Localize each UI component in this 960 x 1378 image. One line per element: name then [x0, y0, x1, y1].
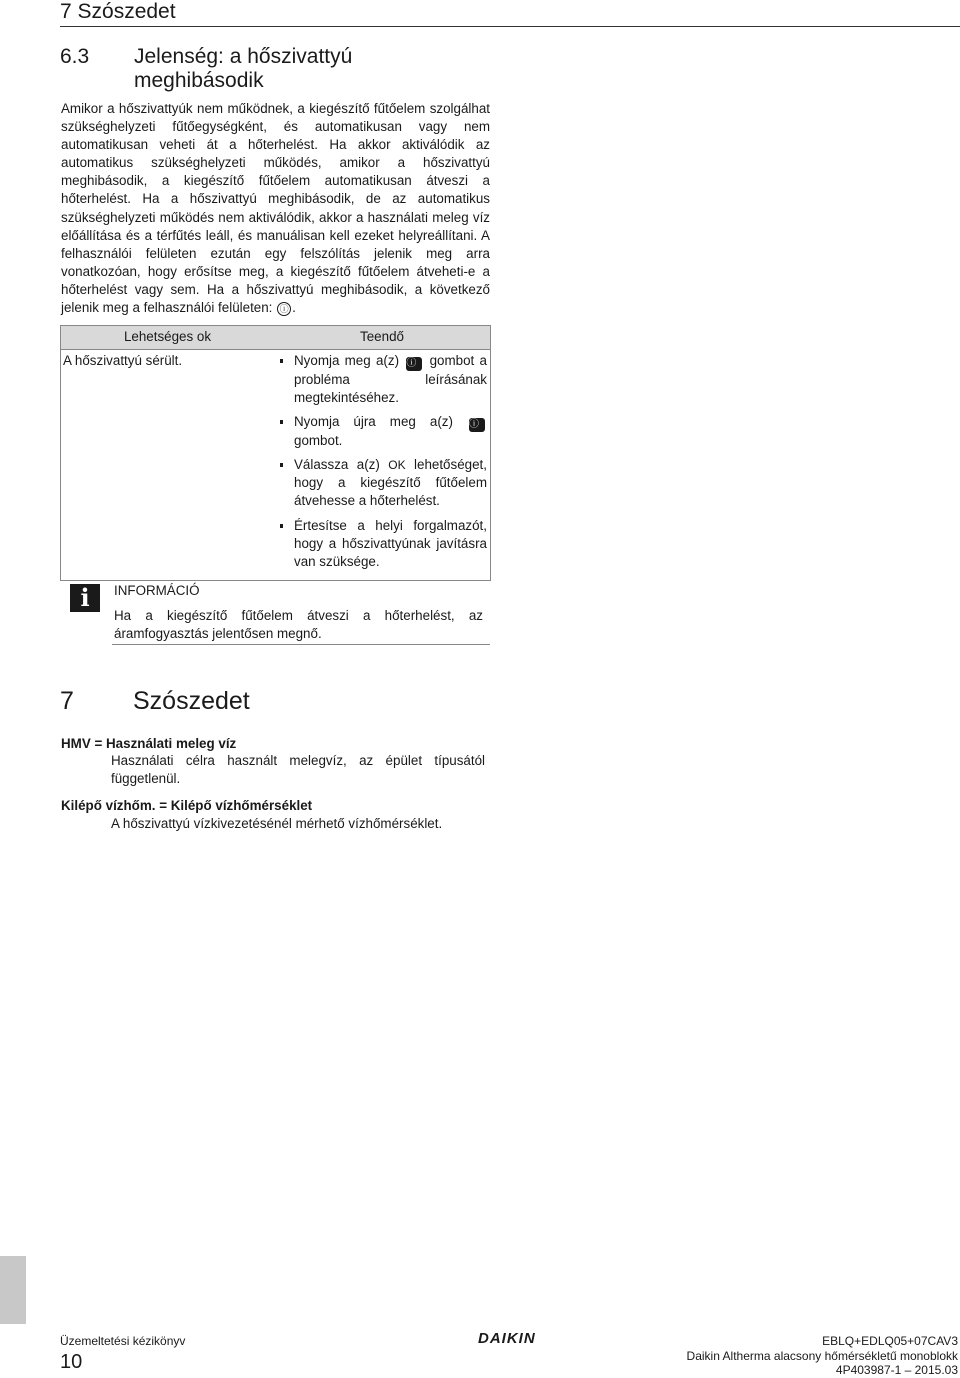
- action-step-2: [276, 413, 487, 450]
- side-tab-marker: [0, 1256, 26, 1324]
- action-steps: [276, 352, 487, 571]
- footer-page-number: 10: [60, 1351, 83, 1373]
- step1-text-a: Nyomja meg a(z): [294, 353, 400, 368]
- action-step-4: Értesítse a helyi forgalmazót, hogy a hőszivattyúnak javításra van szüksége.: [276, 517, 487, 571]
- section-number: 6.3: [60, 45, 90, 68]
- footer-model: EBLQ+EDLQ05+07CAV3: [822, 1334, 958, 1348]
- column-header-action: Teendő: [274, 326, 491, 350]
- glossary-definition-hmv: Használati célra használt melegvíz, az épület típusától függetlenül.: [111, 753, 485, 787]
- intro-text: [61, 100, 490, 317]
- glossary-term-hmv: HMV = Használati meleg víz: [61, 736, 237, 751]
- footer-manual-type: Üzemeltetési kézikönyv: [60, 1334, 186, 1348]
- step3-text-a: Válassza a(z): [294, 457, 380, 473]
- glossary-definition-outlet-temp: A hőszivattyú vízkivezetésénél mérhető vízhőmérséklet.: [111, 816, 443, 831]
- column-header-cause: Lehetséges ok: [61, 326, 275, 350]
- glossary-term-outlet-temp: Kilépő vízhőm. = Kilépő vízhőmérséklet: [61, 798, 313, 813]
- ok-label: OK: [388, 458, 406, 473]
- info-box-rule: [112, 644, 490, 645]
- step1-text-b: gombot a probléma leírásának megtekintéséhez.: [294, 353, 487, 406]
- info-text: Ha a kiegészítő fűtőelem átveszi a hőterhelést, az áramfogyasztás jelentősen megnő.: [114, 608, 483, 642]
- action-cell: [274, 350, 491, 581]
- information-icon: i: [70, 584, 100, 612]
- step2-text-b: gombot.: [294, 433, 343, 449]
- chapter-header-title: 7 Szószedet: [60, 0, 176, 23]
- intro-paragraph: Amikor a hőszivattyúk nem működnek, a kiegészítő fűtőelem szolgálhat szükséghelyzeti fűtőegységként, és automatikusan vagy nem automatikusan veheti át a hőterhelést. Ha akkor aktiválódik az automatikus szükséghelyzeti működés, amikor a hőszivattyú meghibásodik, a kiegészítő fűtőelem automatikusan átveszi a hőterhelést. Ha a hőszivattyú meghibásodik, de az automatikus szükséghelyzeti működés nem aktiválódik, akkor a használati meleg víz előállítása és a térfűtés leáll, és manuálisan kell ezeket helyreállítani. A felhasználói felületen ezután egy felszólítás jelenik meg arra vonatkozóan, hogy erősítse meg, a kiegészítő fűtőelem átveheti-e a hőterhelést vagy sem. Ha a hőszivattyú meghibásodik, a következő jelenik meg a felhasználói felületen:: [61, 101, 490, 316]
- intro-end-period: .: [292, 300, 296, 316]
- section-title-line1: Jelenség: a hőszivattyú: [134, 45, 353, 68]
- daikin-logo: DAIKIN: [478, 1330, 536, 1347]
- footer-doc-code: 4P403987-1 – 2015.03: [835, 1363, 958, 1377]
- table-header-row: [61, 326, 491, 350]
- section-heading: [60, 45, 353, 92]
- info-button-icon: ⓘ: [406, 357, 422, 371]
- step3-text-b: lehetőséget, hogy a kiegészítő fűtőelem átvehesse a hőterhelést.: [294, 457, 487, 509]
- glossary-number: 7: [60, 687, 74, 715]
- action-step-3: [276, 456, 487, 510]
- cause-cell: A hőszivattyú sérült.: [61, 350, 275, 581]
- info-button-icon: ⓘ: [277, 302, 291, 316]
- action-step-1: [276, 352, 487, 407]
- info-title: INFORMÁCIÓ: [114, 583, 200, 598]
- info-button-icon: ⓘ: [469, 418, 485, 432]
- glossary-title: Szószedet: [133, 687, 250, 715]
- header-rule: [60, 26, 960, 27]
- troubleshooting-table: [60, 325, 491, 581]
- table-row: [61, 350, 491, 581]
- section-title-line2: meghibásodik: [134, 69, 264, 92]
- footer-product-info: [687, 1334, 958, 1378]
- step2-text-a: Nyomja újra meg a(z): [294, 414, 453, 430]
- footer-product: Daikin Altherma alacsony hőmérsékletű monoblokk: [686, 1348, 958, 1363]
